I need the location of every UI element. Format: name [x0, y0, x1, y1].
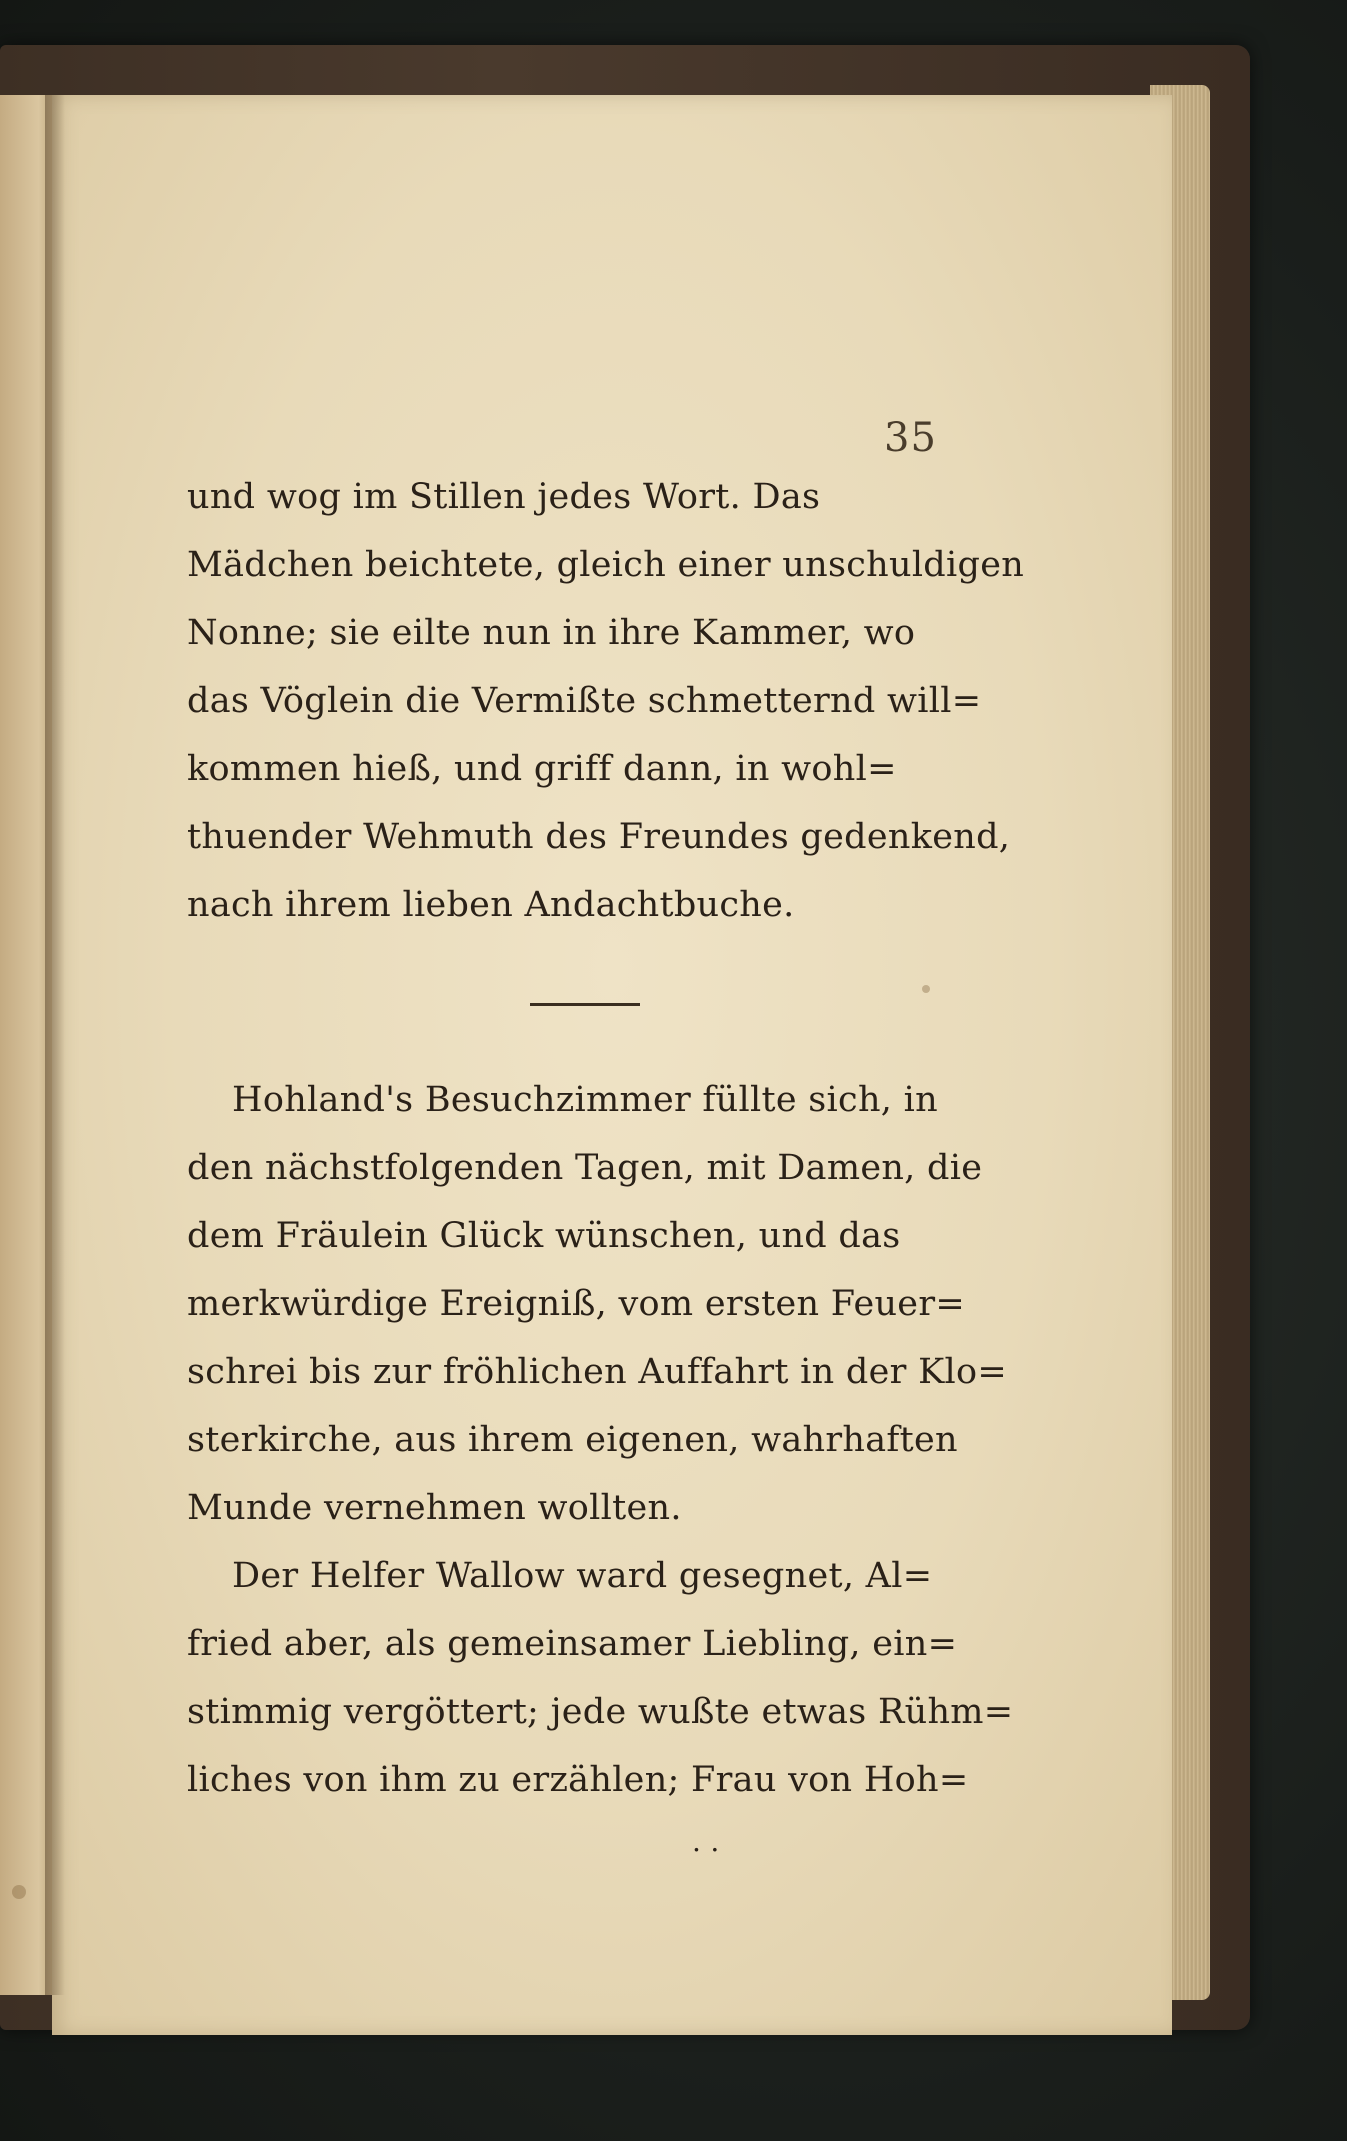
text-line: und wog im Stillen jedes Wort. Das [187, 477, 821, 517]
text-line: Hohland's Besuchzimmer füllte sich, in [232, 1080, 938, 1120]
text-line: das Vöglein die Vermißte schmetternd will= [187, 681, 982, 721]
text-line: thuender Wehmuth des Freundes gedenkend, [187, 817, 1011, 857]
text-line: Munde vernehmen wollten. [187, 1488, 682, 1528]
text-line: nach ihrem lieben Andachtbuche. [187, 885, 795, 925]
text-line: sterkirche, aus ihrem eigenen, wahrhaften [187, 1420, 958, 1460]
text-line: Mädchen beichtete, gleich einer unschuldigen [187, 545, 1025, 585]
text-line: fried aber, als gemeinsamer Liebling, ein= [187, 1624, 958, 1664]
text-line: stimmig vergöttert; jede wußte etwas Rühm= [187, 1692, 1014, 1732]
text-line: kommen hieß, und griff dann, in wohl= [187, 749, 897, 789]
text-line: merkwürdige Ereigniß, vom ersten Feuer= [187, 1284, 965, 1324]
paper-stain [12, 1885, 26, 1899]
paper-stain [922, 985, 930, 993]
catchword: . . [692, 1825, 720, 1858]
text-line: den nächstfolgenden Tagen, mit Damen, die [187, 1148, 983, 1188]
text-line: liches von ihm zu erzählen; Frau von Hoh= [187, 1760, 969, 1800]
page-gutter-shadow [45, 95, 65, 1995]
text-line: Nonne; sie eilte nun in ihre Kammer, wo [187, 613, 916, 653]
text-line: dem Fräulein Glück wünschen, und das [187, 1216, 901, 1256]
text-line: schrei bis zur fröhlichen Auffahrt in der Klo= [187, 1352, 1008, 1392]
text-line: Der Helfer Wallow ward gesegnet, Al= [232, 1556, 933, 1596]
page-number: 35 [884, 415, 937, 461]
section-divider [530, 1003, 640, 1006]
book-page [52, 95, 1172, 2035]
